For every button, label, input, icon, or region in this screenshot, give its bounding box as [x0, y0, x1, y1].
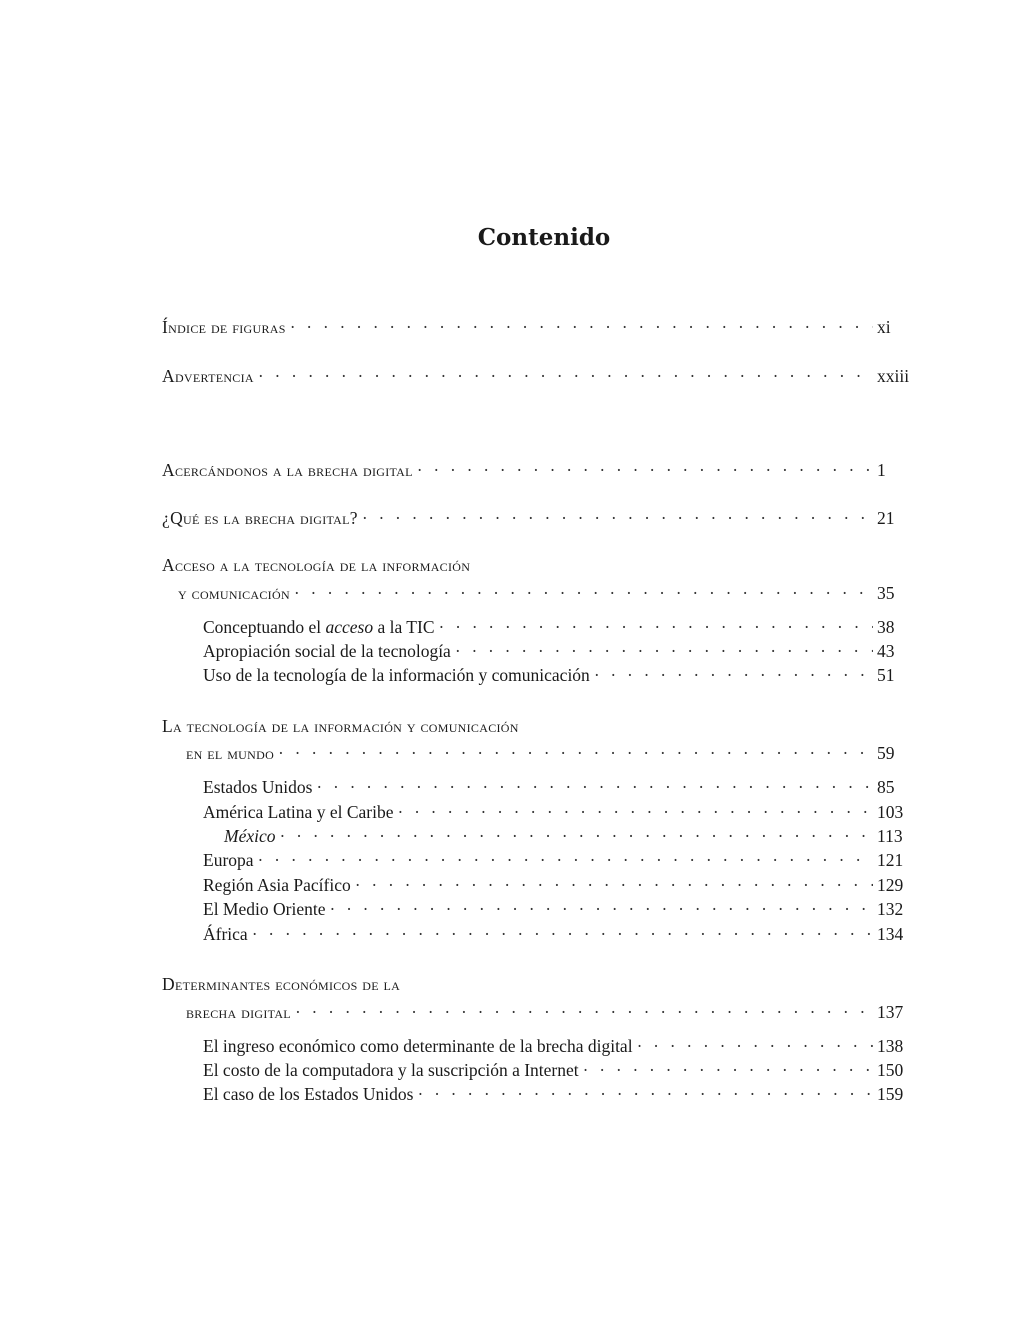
toc-entry-page: 35 [877, 583, 895, 603]
toc-entry [162, 1033, 915, 1059]
toc-entry-page: 113 [877, 826, 903, 846]
toc-entry [162, 896, 915, 922]
toc-entry-label: Conceptuando el acceso a la TIC [203, 617, 435, 637]
toc-entry [162, 314, 915, 340]
toc-entry-label: El caso de los Estados Unidos [203, 1084, 414, 1104]
toc-entry-page: 59 [877, 743, 895, 763]
toc-entry [162, 457, 915, 483]
toc-entry-page: 132 [877, 899, 904, 919]
toc-entry [162, 799, 915, 825]
toc-entry-page: 85 [877, 777, 895, 797]
dot-leader [439, 614, 874, 640]
toc-entry-label: África [203, 924, 248, 944]
dot-leader [417, 457, 873, 483]
toc-entry-page: xi [877, 317, 891, 337]
toc-entry [162, 1081, 915, 1107]
toc-entry-label: El costo de la computadora y la suscripción a Internet [203, 1060, 579, 1080]
dot-leader [417, 1081, 873, 1107]
toc-entry-label-line1: Acceso a la tecnología de la información [162, 555, 471, 575]
toc-entry-label: Advertencia [162, 366, 254, 386]
toc-entry-label: Región Asia Pacífico [203, 875, 351, 895]
toc-entry-page: 150 [877, 1060, 904, 1080]
toc-entry-label: y comunicación [178, 583, 290, 603]
dot-leader [290, 314, 873, 340]
toc-entry-page: 1 [877, 460, 886, 480]
toc-entry [162, 505, 915, 531]
toc-entry-label: Índice de figuras [162, 317, 286, 337]
toc-entry [162, 614, 915, 640]
toc-entry [162, 740, 915, 766]
toc-entry [162, 638, 915, 664]
toc-entry-page: 137 [877, 1002, 904, 1022]
toc-entry-page: 129 [877, 875, 904, 895]
toc-entry-page: 38 [877, 617, 895, 637]
dot-leader [362, 505, 873, 531]
toc-entry [162, 1057, 915, 1083]
toc-entry [162, 921, 915, 947]
toc-entry [162, 774, 915, 800]
dot-leader [583, 1057, 873, 1083]
toc-entry [162, 872, 915, 898]
toc-entry-label: El Medio Oriente [203, 899, 326, 919]
toc-entry-page: 121 [877, 850, 904, 870]
toc-entry-label-line1: La tecnología de la información y comunicación [162, 716, 519, 736]
toc-entry-page: 159 [877, 1084, 904, 1104]
toc-entry-page: 43 [877, 641, 895, 661]
dot-leader [329, 896, 873, 922]
toc-entry-page: 138 [877, 1036, 904, 1056]
dot-leader [455, 638, 873, 664]
dot-leader [258, 363, 873, 389]
toc-entry [162, 363, 915, 389]
toc-entry-page: 51 [877, 665, 895, 685]
toc-entry-label: Europa [203, 850, 254, 870]
toc-entry [162, 999, 915, 1025]
dot-leader [355, 872, 873, 898]
toc-entry-page: xxiii [877, 366, 910, 386]
page-title: Contenido [477, 224, 611, 251]
dot-leader [594, 662, 873, 688]
toc-entry-page: 21 [877, 508, 895, 528]
dot-leader [280, 823, 874, 849]
toc-entry-label: en el mundo [186, 743, 275, 763]
toc-entry-page: 134 [877, 924, 904, 944]
dot-leader [295, 999, 873, 1025]
toc-entry [162, 847, 915, 873]
dot-leader [258, 847, 873, 873]
toc-entry-label: El ingreso económico como determinante de la brecha digital [203, 1036, 633, 1056]
dot-leader [252, 921, 873, 947]
dot-leader [294, 580, 873, 606]
dot-leader [316, 774, 873, 800]
toc-entry-label: México [224, 826, 276, 846]
toc-entry-label: Acercándonos a la brecha digital [162, 460, 413, 480]
toc-entry-label: Estados Unidos [203, 777, 313, 797]
toc-entry-page: 103 [877, 802, 904, 822]
toc-entry-label: América Latina y el Caribe [203, 802, 394, 822]
toc-entry-label: Uso de la tecnología de la información y comunicación [203, 665, 590, 685]
toc-entry [162, 662, 915, 688]
toc-entry [162, 580, 915, 606]
toc-entry-label: ¿Qué es la brecha digital? [162, 508, 358, 528]
toc-entry-label: Apropiación social de la tecnología [203, 641, 451, 661]
toc-entry [162, 823, 915, 849]
dot-leader [397, 799, 873, 825]
dot-leader [278, 740, 873, 766]
dot-leader [637, 1033, 873, 1059]
toc-entry-label: brecha digital [186, 1002, 291, 1022]
toc-entry-label-line1: Determinantes económicos de la [162, 974, 401, 994]
